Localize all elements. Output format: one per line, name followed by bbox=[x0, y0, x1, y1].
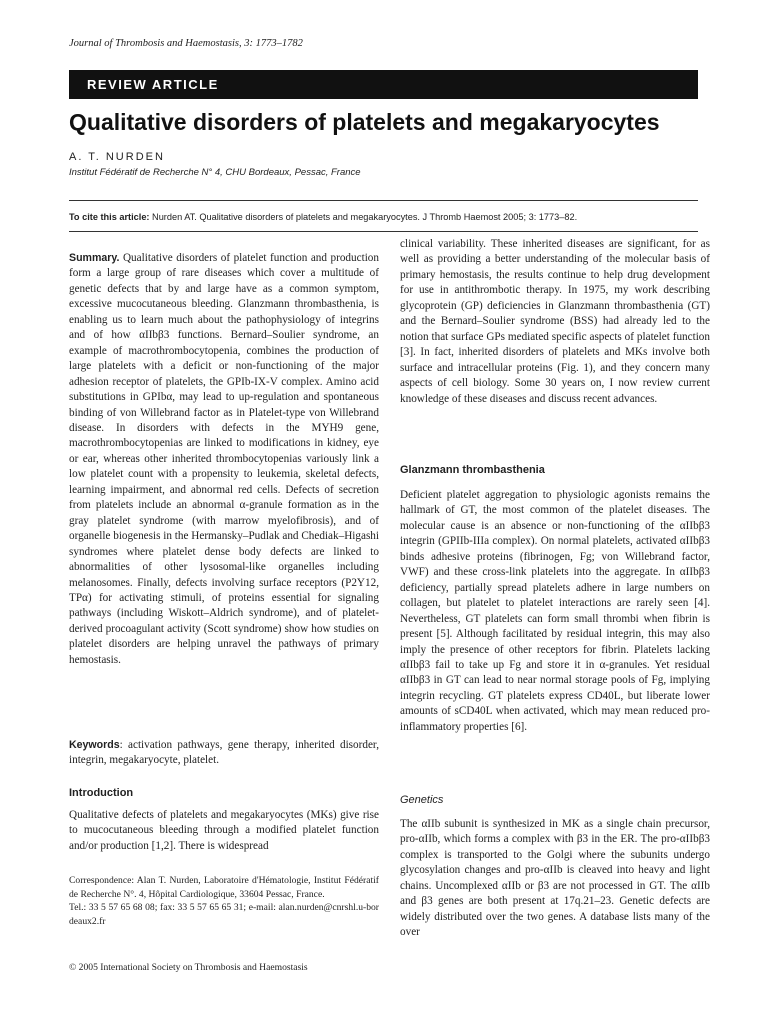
citation-label: To cite this article: bbox=[69, 212, 150, 222]
correspondence-contact: Tel.: 33 5 57 65 68 08; fax: 33 5 57 65 65 31; e-mail: alan.nurden@cnrshl.u-bordeaux2.fr bbox=[69, 902, 379, 927]
keywords-block bbox=[69, 738, 379, 769]
summary-text: Qualitative disorders of platelet function and production form a large group of rare diseases which cover a multitude of genetic defects that by and large have as a common symptom, excessive mucocutaneous bleeding. Glanzmann thrombasthenia, is enabling us to learn much about the pathophysiology of integrins and of how αIIbβ3 functions. Bernard–Soulier syndrome, an example of macrothrombocytopenia, combines the production of large platelets with a deficit or non-functioning of the major adhesion receptor of platelets, the GPIb-IX-V complex. Amino acid substitutions in GPIbα, may lead to up-regulation and spontaneous binding of von Willebrand factor as in Platelet-type von Willebrand disease. In disorders with defects in the MYH9 gene, macrothrombocytopenias are linked to modifications in kidney, eye or ear, whereas other inherited thrombocytopenias variously link a low platelet count with a propensity to leukemia, skeletal defects, learning impairment, and abnormal red cells. Defects of secretion from platelets include an abnormal α-granule formation as in the gray platelet syndrome (with marrow myelofibrosis), and of organelle biogenesis in the Hermansky–Pudlak and Chediak–Higashi syndromes where platelet dense body defects are linked to abnormalities of other lysosomal-like organelles including melanosomes. Finally, defects involving surface receptors (P2Y12, TPα) for activating stimuli, of proteins essential for signaling pathways (including Wiskott–Aldrich syndrome), and of platelet-derived procoagulant activity (Scott syndrome) show how studies on platelet disorders are helping unravel the pathways of primary hemostasis. bbox=[69, 252, 379, 666]
introduction-text: Qualitative defects of platelets and megakaryocytes (MKs) give rise to mucocutaneous bleeding through a modified platelet function and/or production [1,2]. There is widespread bbox=[69, 809, 379, 852]
divider-bottom bbox=[69, 231, 698, 232]
keywords-label: Keywords bbox=[69, 739, 120, 751]
citation-box bbox=[69, 212, 698, 222]
journal-citation-line: Journal of Thrombosis and Haemostasis, 3: 1773–1782 bbox=[69, 38, 303, 49]
correspondence-address: Correspondence: Alan T. Nurden, Laboratoire d'Hématologie, Institut Fédératif de Recherche N°. 4, Hôpital Cardiologique, 33604 Pessac, France. bbox=[69, 875, 379, 900]
introduction-heading: Introduction bbox=[69, 787, 134, 799]
author-affiliation: Institut Fédératif de Recherche N° 4, CHU Bordeaux, Pessac, France bbox=[69, 167, 361, 178]
genetics-text: The αIIb subunit is synthesized in MK as a single chain precursor, pro-αIIb, which forms a complex with β3 in the ER. The pro-αIIbβ3 complex is transported to the Golgi where the subunits undergo glycosylation changes and pro-αIIb is cleaved into heavy and light chains. Uncomplexed αIIb or β3 are not processed in GT. The αIIb and β3 genes are both present at 17q.21–23. Genetic defects are widely distributed over the two genes. A database lists many of the over bbox=[400, 818, 710, 939]
gt-text: Deficient platelet aggregation to physiologic agonists remains the hallmark of GT, the most common of the platelet diseases. The molecular cause is an absence or non-functioning of the αIIbβ3 integrin (GPIIb-IIIa complex). On normal platelets, activated αIIbβ3 binds adhesive proteins (fibrinogen, Fg; von Willebrand factor, VWF) and these cross-link platelets into the aggregate. In αIIbβ3 deficiency, partially spread platelets adhere in large numbers on collagen, but platelet to platelet interactions are rarely seen [4]. Nevertheless, GT platelets can form small thrombi when fibrin is present [5]. Although facilitated by residual integrin, this may also imply the presence of other receptors for fibrin. Platelets lacking αIIbβ3 fail to take up Fg and store it in α-granules. Yet residual αIIbβ3 in GT can lead to near normal storage pools of Fg, implying integrin recycling. GT platelets express CD40L, but liberate lower amounts of sCD40L when activated, which may mean reduced pro-inflammatory properties [6]. bbox=[400, 489, 710, 733]
keywords-text: : activation pathways, gene therapy, inherited disorder, integrin, megakaryocyte, platelet. bbox=[69, 739, 379, 767]
gt-heading: Glanzmann thrombasthenia bbox=[400, 464, 545, 476]
article-type-banner: REVIEW ARTICLE bbox=[69, 70, 698, 99]
introduction-continued: clinical variability. These inherited diseases are significant, for as well as providing a better understanding of the molecular basis of primary hemostasis, the results continue to help drug development for use in antithrombotic therapy. In 1975, my work describing glycoprotein (GP) deficiencies in Glanzmann thrombasthenia (GT) and the Bernard–Soulier syndrome (BSS) had already led to the notion that surface GPs mediated specific aspects of platelet function [3]. In fact, inherited disorders of platelets and MKs involve both surface and intracellular proteins (Fig. 1), and they concern many aspects of cell biology. Some 30 years on, I now review current knowledge of these diseases and discuss recent advances. bbox=[400, 238, 710, 405]
summary-label: Summary. bbox=[69, 252, 120, 264]
correspondence-block bbox=[69, 874, 379, 928]
author-name: A. T. NURDEN bbox=[69, 151, 165, 163]
copyright-footer: © 2005 International Society on Thrombosis and Haemostasis bbox=[69, 962, 308, 973]
article-title: Qualitative disorders of platelets and megakaryocytes bbox=[69, 109, 660, 135]
divider-top bbox=[69, 200, 698, 201]
citation-text: Nurden AT. Qualitative disorders of platelets and megakaryocytes. J Thromb Haemost 2005; 3: 1773–82. bbox=[149, 212, 578, 222]
summary-block bbox=[69, 251, 379, 668]
genetics-heading: Genetics bbox=[400, 794, 444, 806]
